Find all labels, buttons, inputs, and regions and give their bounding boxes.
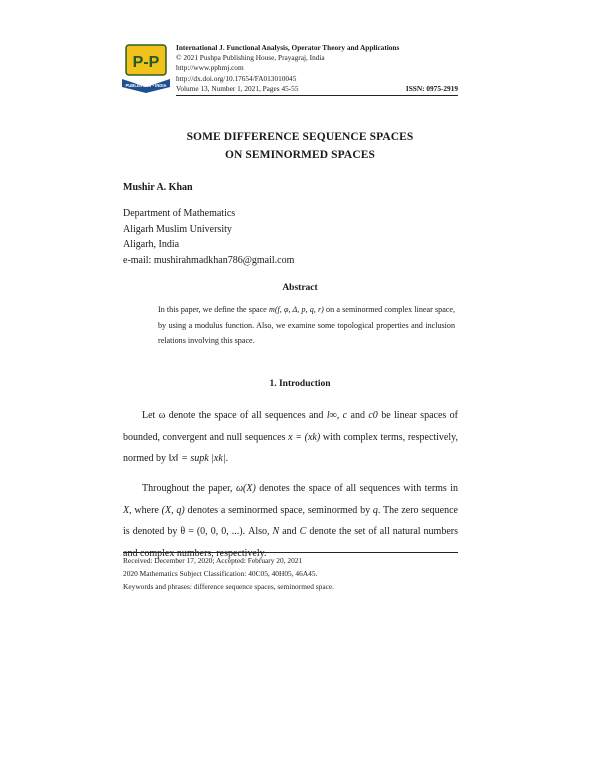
journal-url[interactable]: http://www.pphmj.com	[176, 63, 244, 73]
intro-paragraph-2: Throughout the paper, ω(X) denotes the space of all sequences with terms in X, where (X, q) denotes a seminormed space, seminormed by q. The zero sequence is denoted by θ = (0, 0, 0, ...). Also, N and C denote the set of all natural numbers and complex numbers, respectively.	[123, 483, 459, 559]
affiliation-university: Aligarh Muslim University	[123, 223, 232, 235]
issn: ISSN: 0975-2919	[405, 83, 458, 93]
abstract-heading: Abstract	[282, 283, 318, 293]
received-dates: Received: December 17, 2020; Accepted: February 20, 2021	[123, 556, 303, 565]
section-heading: 1. Introduction	[269, 379, 331, 389]
footnotes	[123, 554, 334, 594]
affiliation	[123, 206, 294, 268]
affiliation-city: Aligarh, India	[123, 239, 180, 251]
abstract-text: In this paper, we define the space m(f, φ, Δ, p, q, r) on a seminormed complex linear space, by using a modulus function. Also, we examine some topological properties and inclusion relations involving this space.	[158, 305, 455, 345]
affiliation-department: Department of Mathematics	[123, 208, 236, 219]
copyright-line: © 2021 Pushpa Publishing House, Prayagraj, India	[176, 53, 325, 63]
intro-paragraph-1: Let ω denote the space of all sequences and l∞, c and c0 be linear spaces of bounded, convergent and null sequences x = (xk) with complex terms, respectively, normed by ‖x‖ = supk |xk|.	[123, 410, 459, 464]
journal-header	[176, 43, 458, 94]
title-line-1: SOME DIFFERENCE SEQUENCE SPACES	[186, 131, 414, 143]
logo-ribbon: PUBLISHING • INDIA	[125, 83, 167, 88]
footnote-rule	[123, 552, 458, 553]
volume-info: Volume 13, Number 1, 2021, Pages 45-55	[176, 83, 299, 93]
author-email[interactable]: e-mail: mushirahmadkhan786@gmail.com	[123, 254, 295, 266]
keywords: Keywords and phrases: difference sequence spaces, seminormed space.	[123, 582, 335, 592]
journal-name: International J. Functional Analysis, Operator Theory and Applications	[176, 43, 400, 52]
title-line-2: ON SEMINORMED SPACES	[224, 149, 376, 161]
header-rule	[176, 95, 458, 96]
logo-mark: P-P	[132, 54, 160, 71]
doi-link[interactable]: http://dx.doi.org/10.17654/FA013010045	[176, 73, 297, 83]
publisher-logo	[120, 43, 172, 93]
msc-classification: 2020 Mathematics Subject Classification: 40C05, 40H05, 46A45.	[123, 569, 318, 579]
paper-title	[0, 128, 600, 164]
author-name: Mushir A. Khan	[123, 182, 193, 193]
space-symbol: m(f, φ, Δ, p, q, r)	[268, 305, 324, 314]
